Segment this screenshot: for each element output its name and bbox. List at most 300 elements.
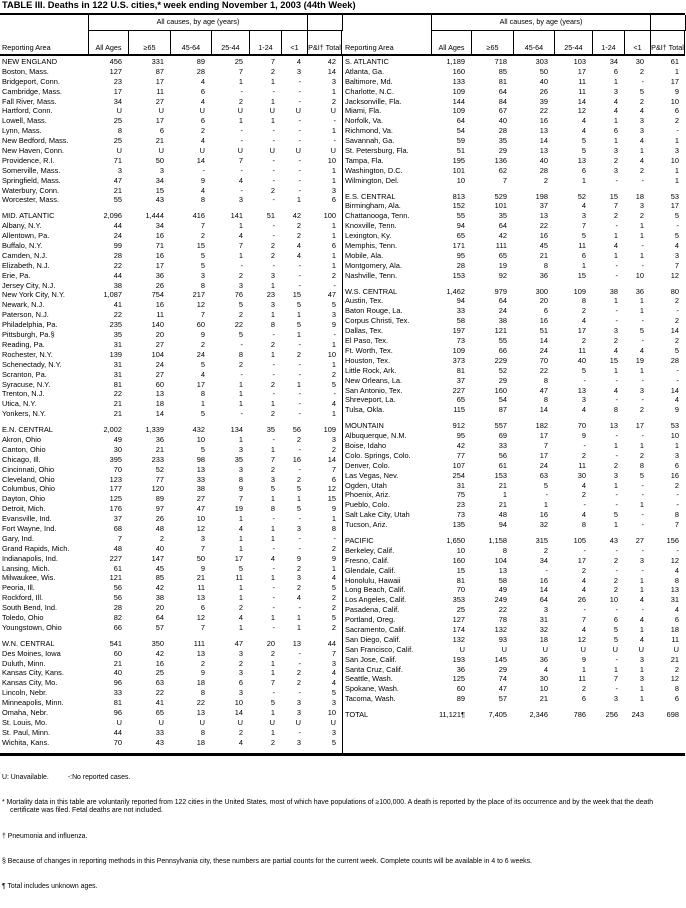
age-1-24-cell: 2 [270,250,275,260]
reporting-area-cell: Houston, Tex. [345,355,391,365]
age-1-24-cell: 1 [270,280,275,290]
region-total-row [0,57,342,67]
all-ages-cell: 8 [117,126,122,136]
age-25-44-cell: 134 [230,425,243,435]
table-row [343,316,685,326]
age-under-1-cell: 16 [292,454,301,464]
pi-total-cell: 31 [670,595,679,605]
age-45-64-cell: 50 [196,553,205,563]
age-under-1-cell: 27 [635,535,644,545]
col-header-25-44: 25-44 [211,31,249,54]
age-ge65-cell: 87 [498,405,507,415]
all-ages-cell: 51 [456,146,465,156]
pi-total-cell: 8 [674,575,679,585]
age-under-1-cell: 4 [639,634,644,644]
pi-total-cell: 2 [674,336,679,346]
reporting-area-cell: Fall River, Mass. [2,96,57,106]
age-25-44-cell: 35 [234,454,243,464]
age-ge65-cell: 29 [498,375,507,385]
reporting-area-cell: W.S. CENTRAL [345,286,398,296]
table-row [0,455,342,465]
pi-total-cell: 1 [331,409,336,419]
table-body-right [343,57,685,720]
all-ages-cell: 160 [452,66,465,76]
all-ages-cell: 56 [113,593,122,603]
reporting-area-cell: Lynn, Mass. [2,126,42,136]
age-1-24-cell: 1 [613,365,618,375]
age-under-1-cell: 1 [296,379,301,389]
pi-total-cell: 9 [331,504,336,514]
age-45-64-cell: U [199,106,205,116]
age-25-44-cell: - [240,126,243,136]
pi-total-cell: 2 [674,316,679,326]
pi-total-cell: 3 [331,727,336,737]
reporting-area-cell: Albany, N.Y. [2,221,42,231]
age-45-64-cell: 4 [200,136,205,146]
age-ge65-cell: 20 [155,603,164,613]
age-25-44-cell: 7 [238,155,243,165]
age-under-1-cell: - [298,409,301,419]
table-row [0,67,342,77]
age-25-44-cell: 6 [238,678,243,688]
age-45-64-cell: 14 [539,136,548,146]
age-under-1-cell: 4 [296,250,301,260]
age-under-1-cell: - [298,369,301,379]
reporting-area-cell: Hartford, Conn. [2,106,53,116]
reporting-area-cell: Cleveland, Ohio [2,474,55,484]
age-under-1-cell: 1 [639,365,644,375]
reporting-area-cell: Erie, Pa. [2,270,31,280]
age-ge65-cell: 64 [498,86,507,96]
age-1-24-cell: 1 [270,444,275,454]
age-under-1-cell: 30 [635,57,644,66]
table-row [343,306,685,316]
age-25-44-cell: 13 [577,155,586,165]
age-25-44-cell: 70 [577,421,586,431]
age-1-24-cell: 3 [613,694,618,704]
age-ge65-cell: 57 [498,694,507,704]
pi-total-cell: 12 [670,674,679,684]
pi-total-cell: 1 [331,260,336,270]
all-ages-cell: 55 [456,211,465,221]
age-1-24-cell: - [272,603,275,613]
table-row [343,136,685,146]
age-ge65-cell: U [158,717,164,727]
reporting-area-cell: NEW ENGLAND [2,57,58,66]
age-25-44-cell: 1 [238,533,243,543]
age-1-24-cell: 1 [613,520,618,530]
age-45-64-cell: 47 [539,385,548,395]
age-45-64-cell: 50 [539,66,548,76]
age-under-1-cell: 4 [296,593,301,603]
age-45-64-cell: 6 [200,86,205,96]
age-25-44-cell: 8 [238,349,243,359]
age-ge65-cell: 78 [498,615,507,625]
age-under-1-cell: 2 [639,211,644,221]
age-ge65-cell: 24 [498,306,507,316]
age-45-64-cell: 5 [200,260,205,270]
reporting-area-cell: Shreveport, La. [345,395,396,405]
age-25-44-cell: 5 [581,146,586,156]
header-left-half [0,15,342,54]
age-1-24-cell: 1 [270,708,275,717]
table-row [343,441,685,451]
reporting-area-cell: Elizabeth, N.J. [2,260,50,270]
age-under-1-cell: - [298,155,301,165]
age-25-44-cell: 47 [234,638,243,648]
age-ge65-cell: 147 [151,553,164,563]
table-row [0,484,342,494]
age-under-1-cell: 4 [296,57,301,66]
age-ge65-cell: 38 [155,593,164,603]
age-1-24-cell: - [615,316,618,326]
age-under-1-cell: 2 [296,563,301,573]
age-25-44-cell: 12 [577,106,586,116]
col-header-all-ages: All Ages [431,31,471,54]
footnote-section: § Because of changes in reporting methods in this Pennsylvania city, these numbers are partial counts for the current week. Complete counts will be available in 4 to 6 weeks. [2,857,532,865]
all-ages-cell: 101 [452,165,465,175]
age-under-1-cell: - [298,514,301,524]
age-1-24-cell: - [615,270,618,280]
age-ge65-cell: 104 [151,349,164,359]
age-under-1-cell: - [298,444,301,454]
age-under-1-cell: 42 [292,211,301,221]
reporting-area-cell: Des Moines, Iowa [2,648,61,658]
age-under-1-cell: 36 [635,286,644,296]
age-45-64-cell: 9 [200,563,205,573]
age-under-1-cell: 1 [296,195,301,205]
age-ge65-cell: 331 [151,57,164,66]
table-row [343,520,685,530]
all-ages-cell: 75 [456,490,465,500]
age-under-1-cell: - [298,175,301,185]
pi-total-cell: 4 [674,241,679,251]
age-1-24-cell: - [272,195,275,205]
table-row [343,241,685,251]
all-ages-cell: 81 [456,575,465,585]
table-row [0,718,342,728]
pi-total-cell: 11 [671,634,679,644]
table-row [0,106,342,116]
all-ages-cell: 59 [456,136,465,146]
age-ge65-cell: 52 [155,464,164,474]
age-25-44-cell: 17 [577,326,586,336]
reporting-area-cell: San Antonio, Tex. [345,385,403,395]
table-row [0,573,342,583]
age-1-24-cell: - [615,450,618,460]
pi-total-cell: 12 [670,555,679,565]
age-45-64-cell: 30 [539,674,548,684]
table-row [0,593,342,603]
age-45-64-cell: 8 [200,280,205,290]
pi-total-cell: 156 [666,535,679,545]
age-25-44-cell: U [580,644,586,654]
all-ages-cell: 127 [109,66,122,76]
age-45-64-cell: 2,346 [529,710,548,720]
age-45-64-cell: 217 [192,290,205,300]
age-25-44-cell: 5 [581,136,586,146]
age-ge65-cell: 136 [494,155,507,165]
table-row [343,156,685,166]
table-row [0,310,342,320]
age-ge65-cell: 21 [498,500,507,510]
pi-total-cell: 7 [331,464,336,474]
reporting-area-cell: Bridgeport, Conn. [2,76,60,86]
all-ages-cell: 912 [452,421,465,431]
reporting-area-cell: PACIFIC [345,535,374,545]
reporting-area-cell: Little Rock, Ark. [345,365,397,375]
age-ge65-cell: 50 [155,155,164,165]
all-ages-cell: 47 [113,175,122,185]
all-ages-cell: 21 [113,399,122,409]
age-25-44-cell: 11 [578,460,586,470]
age-ge65-cell: 11 [156,310,164,320]
age-1-24-cell: 1 [270,533,275,543]
age-1-24-cell: - [272,136,275,146]
age-ge65-cell: 132 [494,624,507,634]
table-row [0,186,342,196]
age-1-24-cell: 2 [270,464,275,474]
reporting-area-cell: New York City, N.Y. [2,290,65,300]
all-ages-cell: 35 [113,330,122,340]
col-header-1-24: 1-24 [592,31,624,54]
table-row [0,350,342,360]
age-25-44-cell: 1 [238,389,243,399]
age-1-24-cell: 1 [613,116,618,126]
age-1-24-cell: 1 [270,658,275,668]
age-45-64-cell: 5 [200,444,205,454]
all-ages-cell: 41 [113,300,122,310]
reporting-area-cell: Cincinnati, Ohio [2,464,55,474]
age-1-24-cell: 3 [613,86,618,96]
age-under-1-cell: 18 [635,191,644,201]
age-25-44-cell: 11 [578,76,586,86]
age-ge65-cell: 35 [498,211,507,221]
age-45-64-cell: 10 [196,434,205,444]
table-row [343,395,685,405]
age-25-44-cell: 9 [581,431,586,441]
age-ge65-cell: 40 [155,543,164,553]
reporting-area-cell: Worcester, Mass. [2,195,59,205]
age-45-64-cell: 7 [543,440,548,450]
all-ages-cell: 24 [113,231,122,241]
age-1-24-cell: - [615,545,618,555]
pi-total-cell: 4 [674,605,679,615]
reporting-area-cell: Sacramento, Calif. [345,624,406,634]
age-25-44-cell: 8 [238,474,243,484]
pi-total-cell: - [333,136,336,146]
age-45-64-cell: 47 [196,504,205,514]
age-45-64-cell: 4 [200,185,205,195]
pi-total-cell: 100 [323,211,336,221]
all-ages-cell: 22 [113,310,122,320]
all-ages-cell: 96 [113,708,122,717]
age-25-44-cell: 17 [577,555,586,565]
reporting-area-cell: Toledo, Ohio [2,612,44,622]
all-ages-cell: 36 [456,664,465,674]
pi-total-cell: - [333,116,336,126]
age-1-24-cell: 8 [613,405,618,415]
age-under-1-cell: - [641,480,644,490]
reporting-area-cell: Akron, Ohio [2,434,42,444]
age-1-24-cell: 1 [270,727,275,737]
region-total-row [343,287,685,297]
pi-total-cell: 1 [674,175,679,185]
table-row [343,471,685,481]
age-under-1-cell: 2 [296,221,301,231]
pi-total-cell: 2 [674,480,679,490]
table-row [0,136,342,146]
reporting-area-cell: Ft. Worth, Tex. [345,345,393,355]
age-under-1-cell: 4 [639,615,644,625]
col-header-1-24: 1-24 [249,31,281,54]
table-row [0,583,342,593]
age-1-24-cell: 5 [270,698,275,708]
reporting-area-cell: Dallas, Tex. [345,326,384,336]
age-25-44-cell: - [583,375,586,385]
pi-total-cell: 1 [331,231,336,241]
table-row [0,738,342,748]
age-under-1-cell: - [641,175,644,185]
age-1-24-cell: 3 [270,300,275,310]
table-row [0,668,342,678]
all-ages-cell: 22 [113,260,122,270]
table-row [343,674,685,684]
age-25-44-cell: 2 [238,359,243,369]
all-ages-cell: 25 [113,136,122,146]
pi-total-cell: 10 [327,349,336,359]
age-under-1-cell: 1 [639,306,644,316]
age-1-24-cell: - [272,221,275,231]
table-row [0,534,342,544]
age-under-1-cell: 4 [639,595,644,605]
all-ages-cell: 107 [452,460,465,470]
all-ages-cell: 123 [109,474,122,484]
age-1-24-cell: 2 [270,648,275,658]
all-ages-cell: 70 [113,737,122,747]
age-45-64-cell: - [545,565,548,575]
pi-total-cell: 10 [670,96,679,106]
pi-total-cell: 6 [331,474,336,484]
all-causes-span-header: All causes, by age (years) [88,15,308,31]
reporting-area-cell: Las Vegas, Nev. [345,470,399,480]
age-1-24-cell: 51 [266,211,275,221]
pi-total-cell: 1 [331,165,336,175]
age-45-64-cell: 37 [539,201,548,211]
age-ge65-cell: 58 [498,575,507,585]
reporting-area-cell: Glendale, Calif. [345,565,396,575]
table-row [0,435,342,445]
all-ages-cell: 109 [452,86,465,96]
age-25-44-cell: 4 [238,523,243,533]
pi-total-cell: 3 [674,250,679,260]
age-1-24-cell: - [272,330,275,340]
age-ge65-cell: 33 [498,440,507,450]
all-ages-cell: 77 [456,450,465,460]
reporting-area-cell: Duluth, Minn. [2,658,46,668]
age-45-64-cell: 21 [539,250,548,260]
pi-total-cell: 4 [331,573,336,583]
age-45-64-cell: 33 [196,474,205,484]
age-ge65-cell: 34 [155,221,164,231]
all-ages-cell: 95 [456,250,465,260]
age-under-1-cell: - [298,464,301,474]
age-ge65-cell: 140 [151,320,164,330]
pi-total-cell: 1 [331,250,336,260]
age-45-64-cell: 5 [200,250,205,260]
age-45-64-cell: 36 [539,654,548,664]
age-ge65-cell: 16 [155,250,164,260]
reporting-area-cell: Canton, Ohio [2,444,46,454]
age-25-44-cell: - [240,339,243,349]
age-25-44-cell: 4 [238,612,243,622]
age-45-64-cell: 15 [196,241,205,251]
region-total-row [343,421,685,431]
age-45-64-cell: 300 [535,286,548,296]
age-25-44-cell: 5 [238,563,243,573]
age-1-24-cell: 8 [270,504,275,514]
age-45-64-cell: 17 [539,431,548,441]
pi-total-cell: 12 [327,484,336,494]
age-1-24-cell: 1 [613,136,618,146]
age-25-44-cell: 7 [238,494,243,504]
all-ages-cell: 109 [452,106,465,116]
age-25-44-cell: 11 [578,241,586,251]
table-row [343,251,685,261]
age-25-44-cell: U [237,717,243,727]
table-row [343,566,685,576]
age-1-24-cell: - [272,563,275,573]
age-45-64-cell: 2 [200,658,205,668]
age-25-44-cell: - [583,440,586,450]
table-row [343,201,685,211]
age-under-1-cell: 1 [639,624,644,634]
age-25-44-cell: - [240,185,243,195]
age-ge65-cell: 42 [155,648,164,658]
age-25-44-cell: 1 [581,664,586,674]
age-ge65-cell: 979 [494,286,507,296]
age-45-64-cell: 16 [539,231,548,241]
age-ge65-cell: 85 [155,573,164,583]
reporting-area-cell: MID. ATLANTIC [2,211,55,221]
reporting-area-cell: Peoria, Ill. [2,583,35,593]
col-header-under-1: <1 [281,31,307,54]
age-under-1-cell: - [641,510,644,520]
age-under-1-cell: 1 [296,494,301,504]
pi-total-cell: - [333,330,336,340]
age-25-44-cell: 7 [238,241,243,251]
pi-total-cell: 3 [331,698,336,708]
table-row [343,166,685,176]
all-ages-cell: 34 [113,96,122,106]
all-ages-cell: 177 [109,484,122,494]
age-45-64-cell: 8 [200,195,205,205]
age-25-44-cell: 8 [581,520,586,530]
age-under-1-cell: - [298,185,301,195]
all-ages-cell: 235 [109,320,122,330]
age-45-64-cell: 3 [200,533,205,543]
reporting-area-cell: Yonkers, N.Y. [2,409,46,419]
age-1-24-cell: 4 [613,96,618,106]
age-1-24-cell: 4 [613,385,618,395]
age-ge65-cell: 19 [498,260,507,270]
age-ge65-cell: 754 [151,290,164,300]
reporting-area-cell: Berkeley, Calif. [345,545,395,555]
age-under-1-cell: 2 [639,66,644,76]
table-row [0,330,342,340]
age-45-64-cell: 32 [539,624,548,634]
age-ge65-cell: 21 [155,136,164,146]
